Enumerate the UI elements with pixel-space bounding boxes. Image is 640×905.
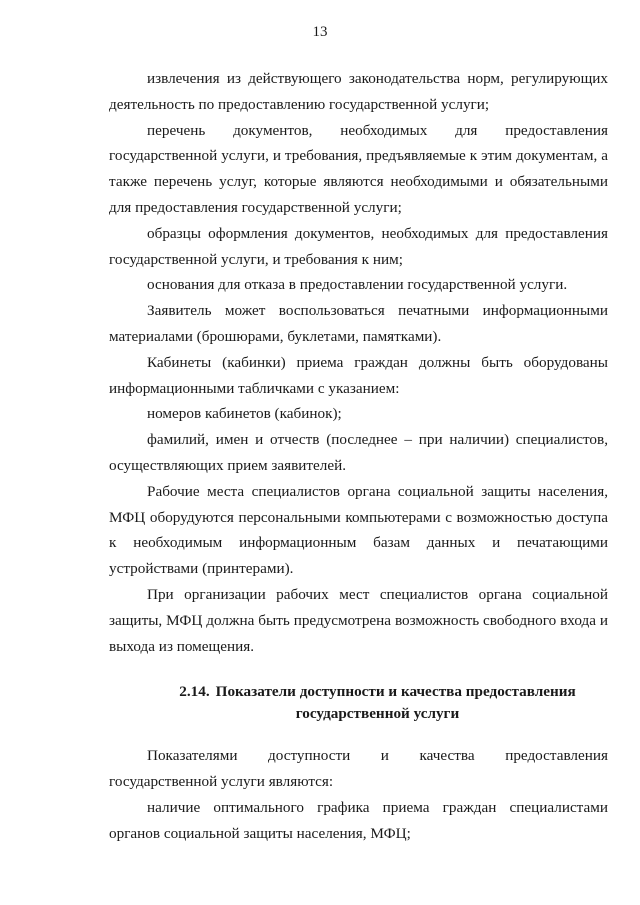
- paragraph: При организации рабочих мест специалистов органа социальной защиты, МФЦ должна быть предусмотрена возможность свободного входа и выхода из помещения.: [109, 585, 608, 655]
- paragraph: перечень документов, необходимых для предоставления государственной услуги, и требования, предъявляемые к этим документам, а также перечень услуг, которые являются необходимыми и обязательными для предоставления государственной услуги;: [109, 121, 608, 216]
- section-title: Показатели доступности и качества предоставления государственной услуги: [215, 683, 576, 723]
- paragraph: образцы оформления документов, необходимых для предоставления государственной услуги, и требования к ним;: [109, 224, 608, 268]
- paragraph: Рабочие места специалистов органа социальной защиты населения, МФЦ оборудуются персональными компьютерами с возможностью доступа к необходимым информационным базам данных и печатающими устройствами (принтерами).: [109, 482, 608, 578]
- paragraph: извлечения из действующего законодательства норм, регулирующих деятельность по предоставлению государственной услуги;: [109, 70, 608, 113]
- document-body: [109, 66, 608, 847]
- paragraph: Показателями доступности и качества предоставления государственной услуги являются:: [109, 747, 608, 791]
- paragraph: наличие оптимального графика приема граждан специалистами органов социальной защиты населения, МФЦ;: [109, 798, 608, 842]
- paragraph: фамилий, имен и отчеств (последнее – при наличии) специалистов, осуществляющих прием заявителей.: [109, 431, 608, 474]
- section-number: 2.14.: [179, 683, 210, 701]
- paragraph: Кабинеты (кабинки) приема граждан должны быть оборудованы информационными табличками с указанием:: [109, 353, 608, 397]
- paragraph: номеров кабинетов (кабинок);: [147, 405, 342, 423]
- paragraph: Заявитель может воспользоваться печатными информационными материалами (брошюрами, буклетами, памятками).: [109, 302, 608, 345]
- page-number: 13: [312, 24, 328, 40]
- section-heading: [109, 681, 608, 725]
- paragraph: основания для отказа в предоставлении государственной услуги.: [147, 276, 568, 294]
